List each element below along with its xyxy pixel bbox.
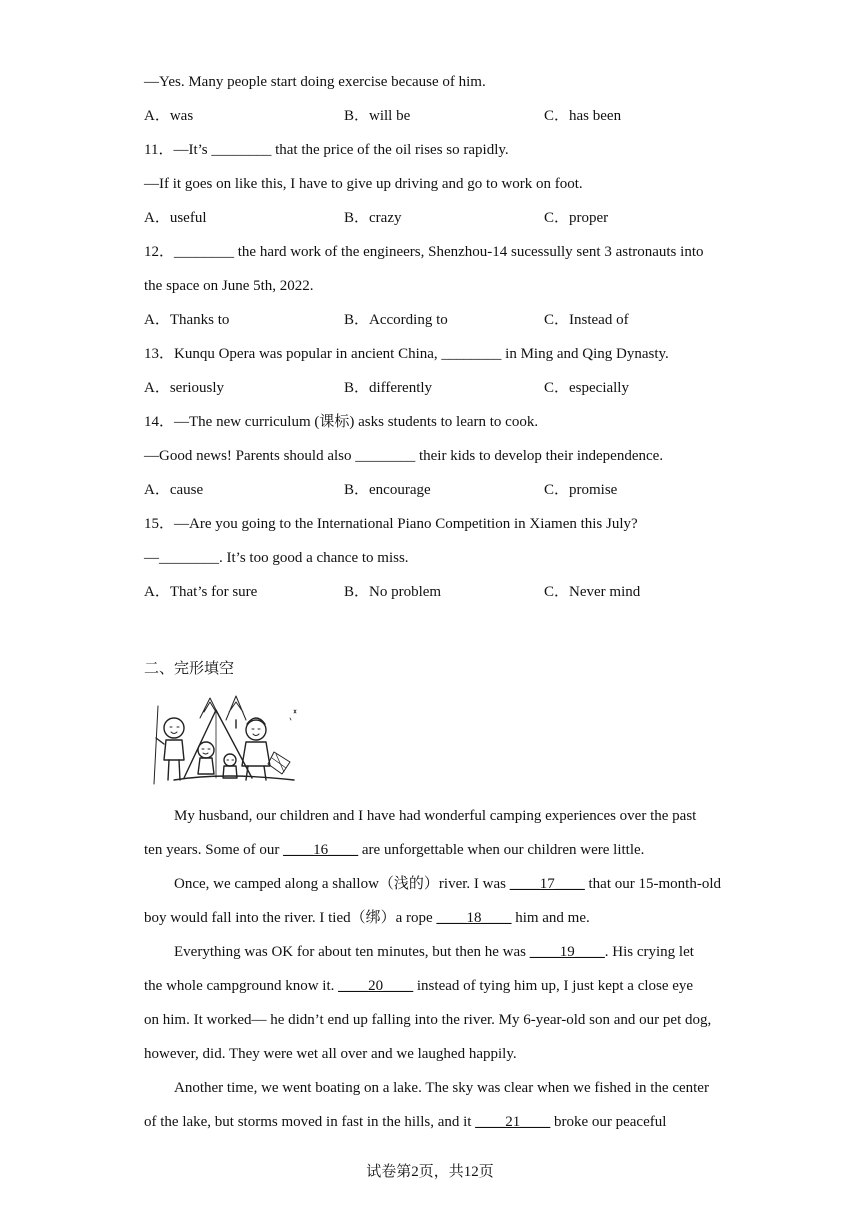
q14-option-b[interactable]: B．encourage — [344, 482, 431, 498]
passage-p1-line1: My husband, our children and I have had wonderful camping experiences over the past — [174, 808, 697, 824]
passage-p1-line2: ten years. Some of our ____16____ are unforgettable when our children were little. — [144, 842, 645, 858]
passage-p2-line1: Once, we camped along a shallow（浅的）river. I was ____17____ that our 15-month-old — [174, 876, 721, 892]
q10-option-a[interactable]: A．was — [144, 108, 194, 124]
q11-option-c[interactable]: C．proper — [544, 210, 609, 226]
blank-16[interactable]: ____16____ — [283, 842, 359, 858]
q12-stem-line1: 12．________ the hard work of the engineers, Shenzhou-14 sucessully sent 3 astronauts into — [144, 244, 704, 260]
section-heading: 二、完形填空 — [144, 659, 235, 677]
q15-stem: 15．—Are you going to the International Piano Competition in Xiamen this July? — [144, 516, 638, 532]
q14-reply: —Good news! Parents should also ________ their kids to develop their independence. — [144, 448, 664, 464]
q14-stem: 14．—The new curriculum (课标) asks students to learn to cook. — [144, 414, 539, 430]
q11-stem: 11．—It’s ________ that the price of the oil rises so rapidly. — [144, 142, 509, 158]
q15-reply: —________. It’s too good a chance to miss. — [144, 550, 409, 566]
passage-p3-line2: the whole campground know it. ____20____ instead of tying him up, I just kept a close eye — [144, 978, 694, 994]
q12-option-b[interactable]: B．According to — [344, 312, 448, 328]
camping-family-illustration — [144, 688, 302, 788]
q10-option-c[interactable]: C．has been — [544, 108, 622, 124]
q14-option-a[interactable]: A．cause — [144, 482, 204, 498]
q11-reply: —If it goes on like this, I have to give up driving and go to work on foot. — [144, 176, 583, 192]
blank-18[interactable]: ____18____ — [436, 910, 512, 926]
passage-p4-line1: Another time, we went boating on a lake. The sky was clear when we fished in the center — [174, 1080, 709, 1096]
q10-answer-line: —Yes. Many people start doing exercise because of him. — [144, 74, 486, 90]
passage-p3-line1: Everything was OK for about ten minutes, but then he was ____19____. His crying let — [174, 944, 694, 960]
q11-option-b[interactable]: B．crazy — [344, 210, 402, 226]
q13-option-c[interactable]: C．especially — [544, 380, 629, 396]
q15-option-b[interactable]: B．No problem — [344, 584, 442, 600]
passage-p3-line4: however, did. They were wet all over and we laughed happily. — [144, 1046, 517, 1062]
passage-p3-line3: on him. It worked— he didn’t end up falling into the river. My 6-year-old son and our pet dog, — [144, 1012, 712, 1028]
q12-option-c[interactable]: C．Instead of — [544, 312, 629, 328]
blank-20[interactable]: ____20____ — [338, 978, 414, 994]
q14-option-c[interactable]: C．promise — [544, 482, 618, 498]
q13-option-a[interactable]: A．seriously — [144, 380, 224, 396]
blank-21[interactable]: ____21____ — [475, 1114, 551, 1130]
blank-17[interactable]: ____17____ — [509, 876, 585, 892]
q15-option-c[interactable]: C．Never mind — [544, 584, 641, 600]
q12-stem-line2: the space on June 5th, 2022. — [144, 278, 314, 294]
q11-option-a[interactable]: A．useful — [144, 210, 207, 226]
q13-option-b[interactable]: B．differently — [344, 380, 433, 396]
q12-option-a[interactable]: A．Thanks to — [144, 312, 230, 328]
q13-stem: 13．Kunqu Opera was popular in ancient China, ________ in Ming and Qing Dynasty. — [144, 346, 669, 362]
passage-p4-line2: of the lake, but storms moved in fast in the hills, and it ____21____ broke our peaceful — [144, 1114, 667, 1130]
page-footer: 试卷第2页，共12页 — [366, 1164, 494, 1180]
q10-option-b[interactable]: B．will be — [344, 108, 411, 124]
passage-p2-line2: boy would fall into the river. I tied（绑）a rope ____18____ him and me. — [144, 910, 590, 926]
blank-19[interactable]: ____19____ — [529, 944, 605, 960]
q15-option-a[interactable]: A．That’s for sure — [144, 584, 258, 600]
